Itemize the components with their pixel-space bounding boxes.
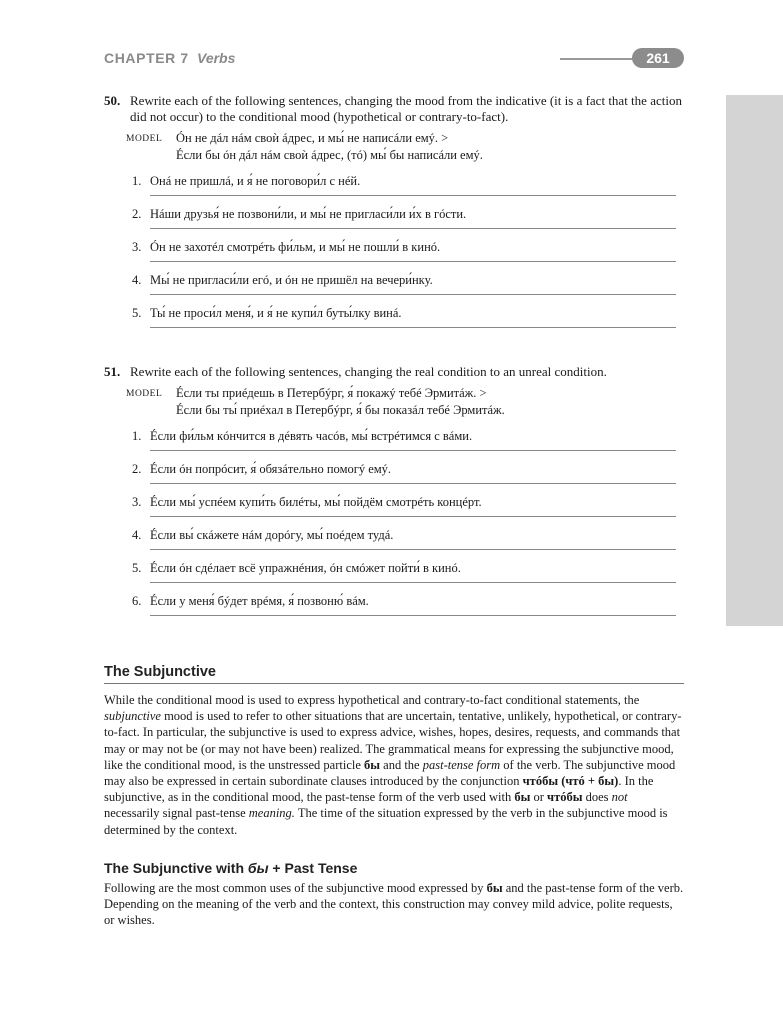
subjunctive-by-section — [104, 860, 684, 929]
model-example — [104, 385, 694, 419]
exercise-number: 50. — [104, 93, 121, 108]
model-line: Éсли ты приéдешь в Петербýрг, я́ покажý тебé Эрмитáж. > — [176, 386, 487, 400]
item-number: 1. — [132, 174, 142, 188]
item-number: 4. — [132, 528, 142, 542]
item-text: Éсли вы́ скáжете нáм дорóгу, мы́ поéдем тудá. — [150, 528, 394, 542]
exercise-item — [104, 554, 694, 587]
item-text: Éсли у меня́ бýдет врéмя, я́ позвоню́ вáм. — [150, 594, 369, 608]
exercise-item — [104, 488, 694, 521]
item-text: Нáши друзья́ не позвони́ли, и мы́ не пригласи́ли и́х в гóсти. — [150, 207, 467, 221]
answer-line[interactable] — [150, 228, 676, 229]
answer-line[interactable] — [150, 483, 676, 484]
item-text: Онá не пришлá, и я́ не поговори́л с нéй. — [150, 174, 361, 188]
answer-line[interactable] — [150, 615, 676, 616]
item-number: 6. — [132, 594, 142, 608]
item-number: 2. — [132, 462, 142, 476]
section-rule — [104, 683, 684, 684]
model-line: Éсли бы ты́ приéхал в Петербýрг, я́ бы показáл тебé Эрмитáж. — [176, 403, 505, 417]
item-text: Éсли фи́льм кóнчится в дéвять часóв, мы́ встрéтимся с вáми. — [150, 429, 473, 443]
exercise-item — [104, 233, 694, 266]
exercise-instruction — [104, 93, 694, 125]
item-text: Мы́ не пригласи́ли егó, и óн не пришёл на вечери́нку. — [150, 273, 433, 287]
exercise-item — [104, 422, 694, 455]
model-line: Éсли бы óн дáл нáм своѝ áдрес, (тó) мы́ бы написáли емý. — [176, 148, 483, 162]
instruction-text: Rewrite each of the following sentences, changing the mood from the indicative (it is a fact that the action did not occur) to the conditional mood (hypothetical or contrary-to-fact). — [130, 93, 682, 124]
model-label: MODEL — [126, 134, 163, 144]
answer-line[interactable] — [150, 327, 676, 328]
model-label: MODEL — [126, 389, 163, 399]
section-paragraph: While the conditional mood is used to express hypothetical and contrary-to-fact conditional statements, the subjunctive mood is used to refer to other situations that are uncertain, tentative, unlikely, hypothetical, or contrary-to-fact. In particular, the subjunctive is used to express advice, wishes, hopes, desires, requests, and commands that may or may not be (or may not have been) realized. The grammatical means for expressing the subjunctive mood, like the conditional mood, is the unstressed particle бы and the past-tense form of the verb. The subjunctive mood may also be expressed in certain subordinate clauses introduced by the conjunction чтóбы (чтó + бы). In the subjunctive, as in the conditional mood, the past-tense form of the verb used with бы or чтóбы does not necessarily signal past-tense meaning. The time of the situation expressed by the verb in the subjunctive mood is determined by the context. — [104, 693, 682, 837]
chapter-title: Verbs — [197, 50, 236, 66]
answer-line[interactable] — [150, 450, 676, 451]
item-number: 3. — [132, 240, 142, 254]
exercise-item — [104, 521, 694, 554]
item-number: 2. — [132, 207, 142, 221]
item-number: 1. — [132, 429, 142, 443]
item-number: 5. — [132, 561, 142, 575]
answer-line[interactable] — [150, 516, 676, 517]
exercise-item — [104, 167, 694, 200]
exercise-50 — [104, 93, 694, 332]
answer-line[interactable] — [150, 261, 676, 262]
exercise-item — [104, 299, 694, 332]
sidebar-tab — [726, 95, 783, 626]
exercise-51 — [104, 364, 694, 620]
chapter-label: CHAPTER 7 — [104, 50, 189, 66]
item-number: 4. — [132, 273, 142, 287]
item-text: Éсли óн попрóсит, я́ обязáтельно помогý емý. — [150, 462, 392, 476]
model-line: Óн не дáл нáм своѝ áдрес, и мы́ не написáли емý. > — [176, 131, 449, 145]
page-header — [104, 48, 684, 70]
subsection-paragraph: Following are the most common uses of the subjunctive mood expressed by бы and the past-tense form of the verb. Depending on the meaning of the verb and the context, this construction may convey mild advice, polite requests, or wishes. — [104, 881, 684, 928]
instruction-text: Rewrite each of the following sentences, changing the real condition to an unreal condition. — [130, 364, 607, 379]
exercise-item — [104, 455, 694, 488]
subsection-title: The Subjunctive with бы + Past Tense — [104, 860, 358, 876]
item-text: Éсли óн сдéлает всё упражнéния, óн смóжет пойти́ в кинó. — [150, 561, 461, 575]
item-text: Óн не захотéл смотрéть фи́льм, и мы́ не пошли́ в кинó. — [150, 240, 441, 254]
answer-line[interactable] — [150, 195, 676, 196]
exercise-item — [104, 587, 694, 620]
item-text: Éсли мы́ успéем купи́ть билéты, мы́ пойдём смотрéть концéрт. — [150, 495, 482, 509]
model-example — [104, 130, 694, 164]
page-number-badge: 261 — [632, 48, 684, 68]
exercise-instruction — [104, 364, 694, 380]
item-text: Ты́ не проси́л меня́, и я́ не купи́л буты́лку винá. — [150, 306, 402, 320]
exercise-item — [104, 266, 694, 299]
subjunctive-section — [104, 664, 684, 838]
answer-line[interactable] — [150, 549, 676, 550]
section-title: The Subjunctive — [104, 664, 216, 680]
answer-line[interactable] — [150, 582, 676, 583]
exercise-number: 51. — [104, 364, 121, 379]
item-number: 5. — [132, 306, 142, 320]
answer-line[interactable] — [150, 294, 676, 295]
item-number: 3. — [132, 495, 142, 509]
exercise-item — [104, 200, 694, 233]
